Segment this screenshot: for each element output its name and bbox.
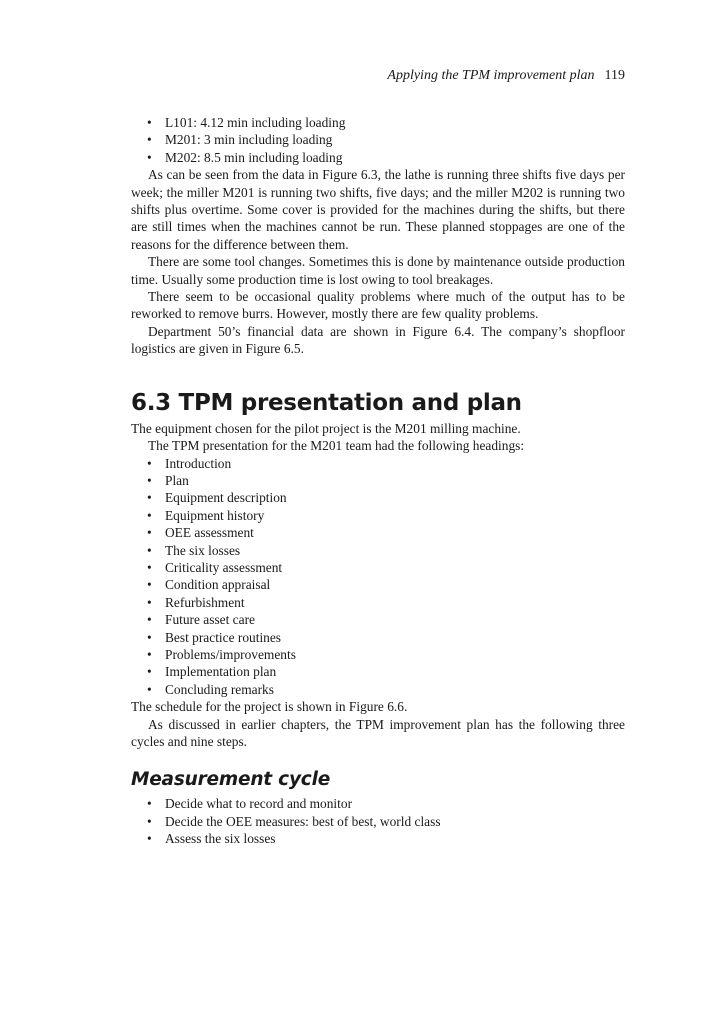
list-item: • Introduction — [145, 455, 625, 472]
body-paragraph: The equipment chosen for the pilot project is the M201 milling machine. — [131, 420, 521, 436]
list-item: • Decide what to record and monitor — [145, 795, 625, 812]
section-heading: 6.3 TPM presentation and plan — [131, 389, 522, 416]
presentation-headings-list — [131, 455, 625, 699]
body-paragraph: The TPM presentation for the M201 team had the following headings: — [148, 438, 525, 454]
list-item: • Equipment history — [145, 507, 625, 524]
subsection-heading: Measurement cycle — [131, 769, 331, 791]
list-item: • Problems/improvements — [145, 646, 625, 663]
measurement-cycle-list — [131, 795, 625, 847]
body-paragraph: There seem to be occasional quality problems where much of the output has to be reworked to remove burrs. However, mostly there are few quality problems. — [131, 289, 625, 322]
list-item: • Equipment description — [145, 489, 625, 506]
page-number: 119 — [604, 68, 625, 83]
book-page — [131, 66, 625, 848]
body-paragraph: As can be seen from the data in Figure 6.3, the lathe is running three shifts five days per week; the miller M201 is running two shifts, five days; and the miller M202 is running two shifts plus overtime. Some cover is provided for the machines during the shifts, but there are still times when the machines cannot be run. These planned stoppages are one of the reasons for the difference between them. — [131, 167, 625, 252]
list-item: • M201: 3 min including loading — [145, 131, 625, 148]
list-item: • OEE assessment — [145, 524, 625, 541]
list-item: • Assess the six losses — [145, 830, 625, 847]
list-item: • L101: 4.12 min including loading — [145, 114, 625, 131]
list-item: • M202: 8.5 min including loading — [145, 149, 625, 166]
body-paragraph: There are some tool changes. Sometimes this is done by maintenance outside production time. Usually some production time is lost owing to tool breakages. — [131, 254, 625, 287]
list-item: • Plan — [145, 472, 625, 489]
list-item: • Implementation plan — [145, 663, 625, 680]
body-paragraph: The schedule for the project is shown in Figure 6.6. — [131, 699, 408, 715]
list-item: • Condition appraisal — [145, 576, 625, 593]
list-item: • Decide the OEE measures: best of best, world class — [145, 813, 625, 830]
list-item: • Criticality assessment — [145, 559, 625, 576]
running-head — [131, 66, 625, 86]
list-item: • The six losses — [145, 542, 625, 559]
loading-times-list — [131, 114, 625, 166]
list-item: • Best practice routines — [145, 629, 625, 646]
body-paragraph: Department 50’s financial data are shown in Figure 6.4. The company’s shopfloor logistics are given in Figure 6.5. — [131, 323, 625, 357]
list-item: • Concluding remarks — [145, 681, 625, 698]
list-item: • Future asset care — [145, 611, 625, 628]
list-item: • Refurbishment — [145, 594, 625, 611]
running-title: Applying the TPM improvement plan — [387, 68, 595, 83]
body-paragraph: As discussed in earlier chapters, the TPM improvement plan has the following three cycles and nine steps. — [131, 716, 625, 749]
